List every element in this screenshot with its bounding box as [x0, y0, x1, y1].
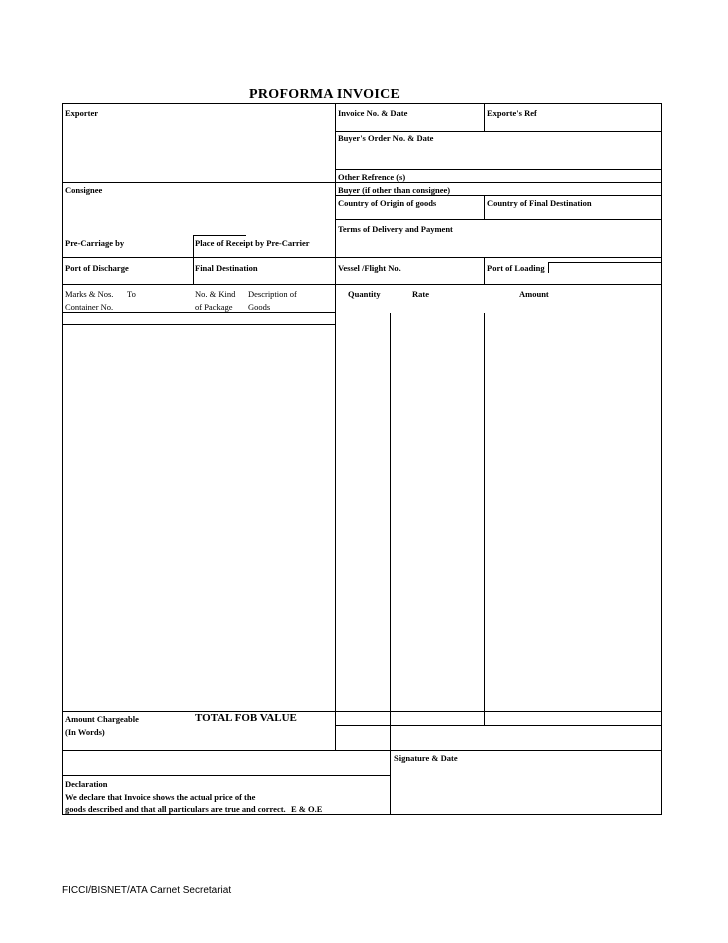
pre-carriage-label: Pre-Carriage by: [65, 238, 125, 248]
country-origin-label: Country of Origin of goods: [338, 198, 437, 208]
quantity-header: Quantity: [348, 289, 381, 299]
final-destination-label: Final Destination: [195, 263, 258, 273]
exporter-label: Exporter: [65, 108, 99, 118]
buyers-order-label: Buyer's Order No. & Date: [338, 133, 434, 143]
signature-date-label: Signature & Date: [394, 753, 458, 763]
goods-label: Goods: [248, 302, 271, 312]
declaration-line-2: goods described and that all particulars are true and correct.: [65, 804, 286, 814]
port-discharge-label: Port of Discharge: [65, 263, 129, 273]
to-label: To: [127, 289, 136, 299]
terms-label: Terms of Delivery and Payment: [338, 224, 453, 234]
no-kind-label: No. & Kind: [195, 289, 236, 299]
description-of-label: Description of: [248, 289, 297, 299]
total-fob-value-label: TOTAL FOB VALUE: [195, 712, 297, 724]
in-words-label: (In Words): [65, 727, 105, 737]
footer-text: FICCI/BISNET/ATA Carnet Secretariat: [62, 885, 232, 896]
vessel-flight-label: Vessel /Flight No.: [338, 263, 401, 273]
place-receipt-label: Place of Receipt by Pre-Carrier: [195, 238, 310, 248]
declaration-heading: Declaration: [65, 779, 108, 789]
port-loading-label: Port of Loading: [487, 263, 545, 273]
buyer-other-label: Buyer (if other than consignee): [338, 185, 451, 195]
marks-nos-label: Marks & Nos.: [65, 289, 114, 299]
rate-header: Rate: [412, 289, 429, 299]
eoe-label: E & O.E: [291, 804, 323, 814]
amount-chargeable-label: Amount Chargeable: [65, 714, 139, 724]
country-final-label: Country of Final Destination: [487, 198, 592, 208]
container-no-label: Container No.: [65, 302, 114, 312]
declaration-line-1: We declare that Invoice shows the actual price of the: [65, 792, 256, 802]
other-reference-label: Other Refrence (s): [338, 172, 406, 182]
consignee-label: Consignee: [65, 185, 103, 195]
exporters-ref-label: Exporte's Ref: [487, 108, 537, 118]
invoice-no-date-label: Invoice No. & Date: [338, 108, 408, 118]
amount-header: Amount: [519, 289, 549, 299]
of-package-label: of Package: [195, 302, 233, 312]
document-title: PROFORMA INVOICE: [249, 87, 401, 102]
